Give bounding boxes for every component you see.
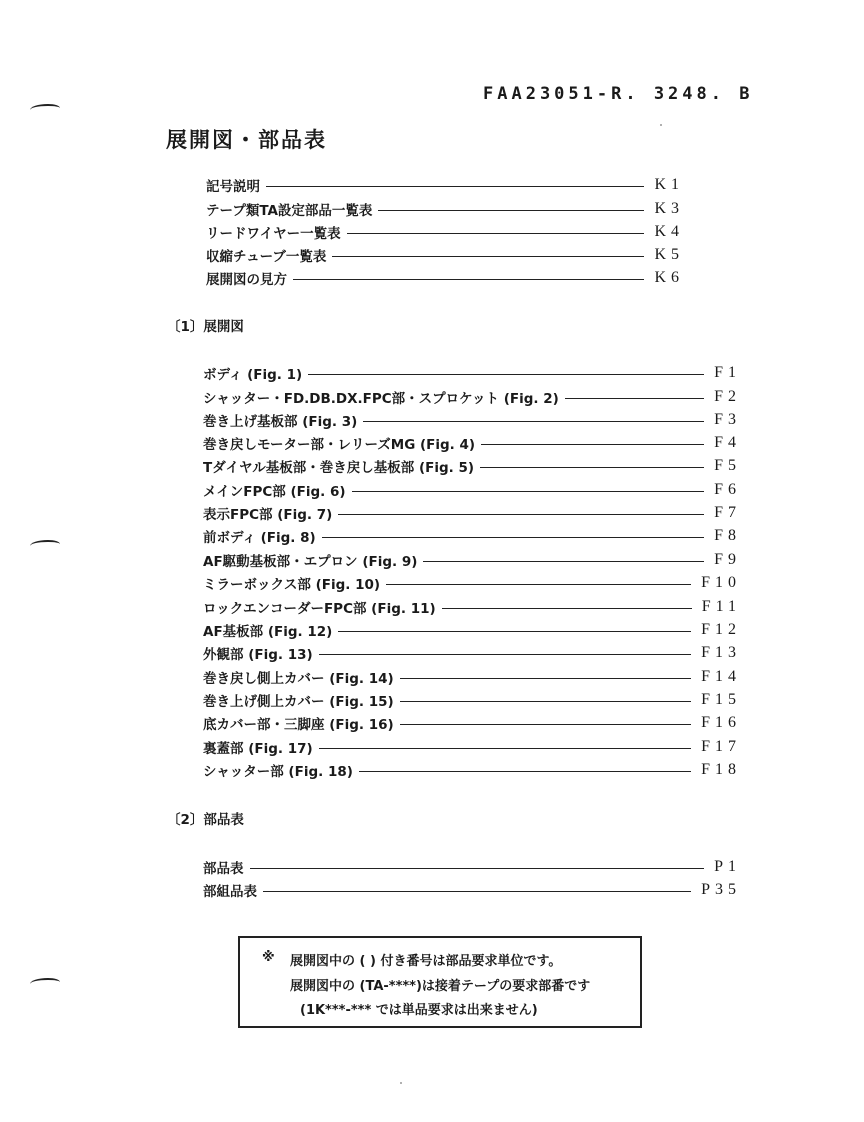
scan-dot [660,124,662,126]
toc-item-page: K3 [654,200,684,217]
margin-mark-3 [30,978,60,988]
leader-line [319,654,691,655]
figure-item[interactable] [203,572,741,594]
parts-item[interactable] [203,856,741,878]
figure-item[interactable] [203,549,741,571]
leader-line [359,771,691,772]
figure-item[interactable] [203,502,741,524]
figure-item-page: F15 [701,691,741,708]
page-title: 展開図・部品表 [166,128,327,152]
figure-item-label: 巻き戻しモーター部・レリーズMG (Fig. 4) [203,437,476,453]
figure-item-label: 底カバー部・三脚座 (Fig. 16) [203,717,394,733]
figure-item[interactable] [203,736,741,758]
toc-item-page: K6 [654,269,684,286]
leader-line [332,256,644,257]
leader-line [480,467,704,468]
parts-item-label: 部組品表 [203,884,257,900]
figure-item-page: F9 [714,551,741,568]
leader-line [322,537,704,538]
figure-item-page: F7 [714,504,741,521]
leader-line [363,421,704,422]
leader-line [293,279,644,280]
toc-item-page: K5 [654,246,684,263]
section-heading-exploded-views: 〔1〕展開図 [167,319,244,335]
toc-item-page: K1 [654,176,684,193]
toc-item-label: リードワイヤー一覧表 [206,226,341,242]
toc-item[interactable] [206,267,684,289]
leader-line [352,491,705,492]
toc-item-label: 記号説明 [206,179,260,195]
figure-item-label: メインFPC部 (Fig. 6) [203,484,346,500]
figure-item-label: 表示FPC部 (Fig. 7) [203,507,333,523]
leader-line [400,724,691,725]
note-symbol: ※ [262,950,275,965]
figure-item-label: AF駆動基板部・エプロン (Fig. 9) [203,554,418,570]
figure-item[interactable] [203,479,741,501]
section-heading-parts-list: 〔2〕部品表 [167,812,244,828]
toc-item-page: K4 [654,223,684,240]
leader-line [347,233,645,234]
figure-item-label: 巻き上げ側上カバー (Fig. 15) [203,694,394,710]
toc-item-label: 展開図の見方 [206,272,287,288]
figure-item[interactable] [203,712,741,734]
margin-mark-1 [30,104,60,114]
leader-line [400,678,691,679]
leader-line [565,398,704,399]
figure-item[interactable] [203,642,741,664]
document-code: FAA23051-R. 3248. B [483,84,754,104]
figure-item-label: ボディ (Fig. 1) [203,367,303,383]
figure-item[interactable] [203,455,741,477]
leader-line [400,701,691,702]
parts-item-page: P35 [701,881,741,898]
parts-item[interactable] [203,879,741,901]
figure-item[interactable] [203,409,741,431]
toc-item[interactable] [206,198,684,220]
leader-line [338,514,704,515]
figure-item[interactable] [203,525,741,547]
figure-item-label: シャッター・FD.DB.DX.FPC部・スプロケット (Fig. 2) [203,391,559,407]
figure-item-page: F6 [714,481,741,498]
figure-item-page: F4 [714,434,741,451]
figure-item[interactable] [203,386,741,408]
figure-item-label: 巻き戻し側上カバー (Fig. 14) [203,671,394,687]
figure-item[interactable] [203,596,741,618]
figure-item[interactable] [203,759,741,781]
toc-item-label: テープ類TA設定部品一覧表 [206,203,373,219]
leader-line [378,210,644,211]
leader-line [442,608,692,609]
scan-dot [400,1082,402,1084]
toc-item[interactable] [206,244,684,266]
leader-line [338,631,691,632]
figure-item-page: F10 [701,574,741,591]
figure-item[interactable] [203,432,741,454]
note-line-3: (1K***-*** では単品要求は出来ません) [300,1003,538,1018]
figure-item[interactable] [203,619,741,641]
leader-line [263,891,691,892]
leader-line [319,748,691,749]
figure-item-page: F5 [714,457,741,474]
leader-line [481,444,704,445]
figure-item-page: F11 [701,598,741,615]
toc-item-label: 収縮チューブ一覧表 [206,249,327,265]
figure-item-page: F13 [701,644,741,661]
figure-item-page: F14 [701,668,741,685]
figure-item-page: F3 [714,411,741,428]
figure-item-label: AF基板部 (Fig. 12) [203,624,333,640]
figure-item-label: ミラーボックス部 (Fig. 10) [203,577,381,593]
leader-line [386,584,691,585]
leader-line [250,868,705,869]
figure-item-page: F17 [701,738,741,755]
leader-line [423,561,704,562]
toc-item[interactable] [206,221,684,243]
note-box [238,936,642,1028]
figure-item-label: Tダイヤル基板部・巻き戻し基板部 (Fig. 5) [203,460,475,476]
figure-item-page: F1 [714,364,741,381]
figure-item[interactable] [203,666,741,688]
toc-item[interactable] [206,174,684,196]
figure-item-label: 巻き上げ基板部 (Fig. 3) [203,414,358,430]
figure-item-label: シャッター部 (Fig. 18) [203,764,353,780]
leader-line [308,374,704,375]
leader-line [266,186,644,187]
margin-mark-2 [30,540,60,550]
figure-item-page: F12 [701,621,741,638]
note-line-2: 展開図中の (TA-****)は接着テープの要求部番です [290,979,591,994]
figure-item-label: ロックエンコーダーFPC部 (Fig. 11) [203,601,436,617]
figure-item-page: F16 [701,714,741,731]
figure-item-label: 裏蓋部 (Fig. 17) [203,741,313,757]
figure-item[interactable] [203,689,741,711]
figure-item-page: F8 [714,527,741,544]
figure-item-page: F18 [701,761,741,778]
figure-item-page: F2 [714,388,741,405]
parts-item-label: 部品表 [203,861,244,877]
note-line-1: 展開図中の ( ) 付き番号は部品要求単位です。 [290,954,562,969]
figure-item-label: 前ボディ (Fig. 8) [203,530,316,546]
parts-item-page: P1 [714,858,741,875]
figure-item[interactable] [203,362,741,384]
figure-item-label: 外観部 (Fig. 13) [203,647,313,663]
